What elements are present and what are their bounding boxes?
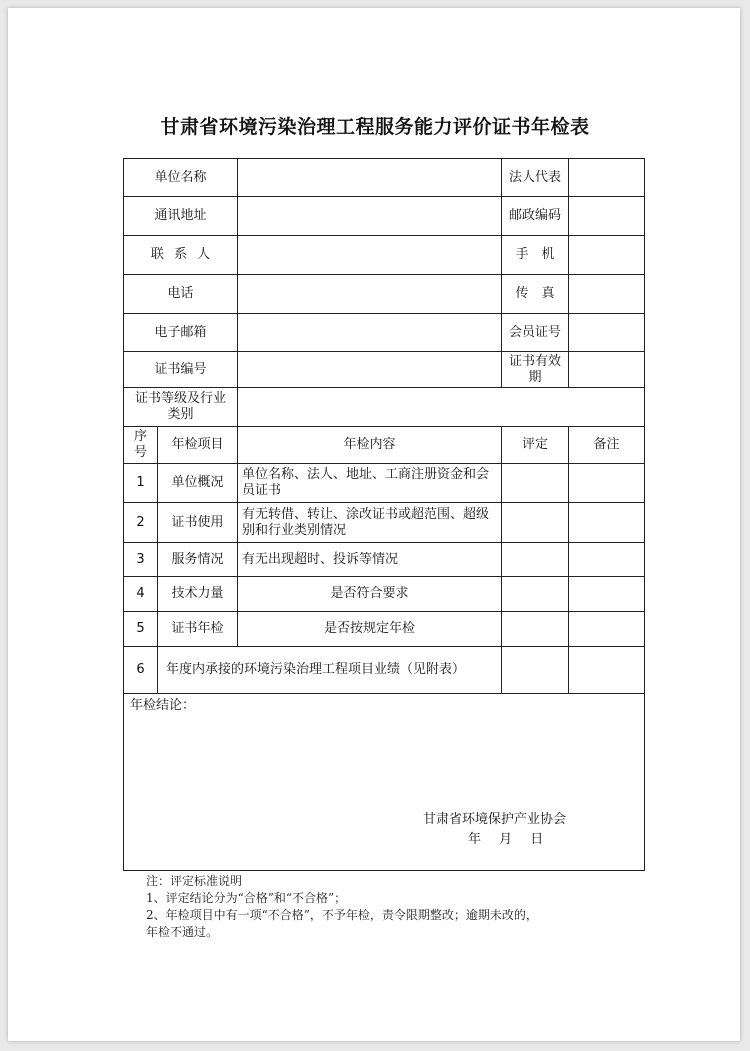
- field-label: 传 真: [502, 275, 569, 314]
- header-remark: 备注: [569, 427, 645, 464]
- item-content: 年度内承接的环境污染治理工程项目业绩（见附表）: [158, 647, 502, 694]
- field-value[interactable]: [238, 352, 502, 388]
- info-row: [124, 314, 645, 352]
- item-seq: 2: [124, 503, 158, 543]
- item-content: 是否符合要求: [238, 577, 502, 612]
- header-item: 年检项目: [158, 427, 238, 464]
- field-value[interactable]: [238, 275, 502, 314]
- header-content: 年检内容: [238, 427, 502, 464]
- field-value[interactable]: [238, 197, 502, 236]
- item-seq: 5: [124, 612, 158, 647]
- field-value[interactable]: [569, 314, 645, 352]
- item-name: 服务情况: [158, 543, 238, 577]
- item-rating[interactable]: [502, 647, 569, 694]
- header-rating: 评定: [502, 427, 569, 464]
- item-seq: 6: [124, 647, 158, 694]
- field-label: 证书有效期: [502, 352, 569, 388]
- cert-level-label: 证书等级及行业类别: [124, 388, 238, 427]
- item-content: 是否按规定年检: [238, 612, 502, 647]
- item-content: 有无转借、转让、涂改证书或超范围、超级别和行业类别情况: [238, 503, 502, 543]
- item-seq: 3: [124, 543, 158, 577]
- item-content: 单位名称、法人、地址、工商注册资金和会员证书: [238, 464, 502, 503]
- conclusion-label: 年检结论：: [130, 698, 196, 713]
- field-label: 电话: [124, 275, 238, 314]
- item-rating[interactable]: [502, 543, 569, 577]
- footnotes: [146, 873, 646, 941]
- field-label: 邮政编码: [502, 197, 569, 236]
- field-value[interactable]: [569, 275, 645, 314]
- item-remark[interactable]: [569, 543, 645, 577]
- info-row: [124, 275, 645, 314]
- item-rating[interactable]: [502, 503, 569, 543]
- table-row: [124, 464, 645, 503]
- field-value[interactable]: [238, 159, 502, 197]
- table-row: [124, 612, 645, 647]
- cert-level-row: [124, 388, 645, 427]
- item-rating[interactable]: [502, 612, 569, 647]
- note-line: 2、年检项目中有一项“不合格”，不予年检，责令限期整改；逾期未改的，: [146, 908, 538, 922]
- field-label: 手 机: [502, 236, 569, 275]
- note-line: 注：评定标准说明: [146, 874, 243, 888]
- field-value[interactable]: [569, 197, 645, 236]
- conclusion-cell[interactable]: [124, 694, 645, 871]
- note-line: 年检不通过。: [146, 925, 219, 939]
- table-row: [124, 543, 645, 577]
- item-remark[interactable]: [569, 464, 645, 503]
- field-label: 电子邮箱: [124, 314, 238, 352]
- field-value[interactable]: [569, 236, 645, 275]
- field-label: 会员证号: [502, 314, 569, 352]
- header-seq: 序号: [124, 427, 158, 464]
- field-label: 通讯地址: [124, 197, 238, 236]
- item-name: 证书年检: [158, 612, 238, 647]
- field-value[interactable]: [569, 159, 645, 197]
- item-name: 证书使用: [158, 503, 238, 543]
- info-row: [124, 159, 645, 197]
- table-row: [124, 577, 645, 612]
- info-row: [124, 197, 645, 236]
- field-value[interactable]: [238, 314, 502, 352]
- page-title: 甘肃省环境污染治理工程服务能力评价证书年检表: [160, 116, 590, 138]
- item-name: 技术力量: [158, 577, 238, 612]
- issuing-organization: 甘肃省环境保护产业协会: [423, 812, 567, 827]
- info-row: [124, 352, 645, 388]
- table-row: [124, 503, 645, 543]
- items-header-row: [124, 427, 645, 464]
- item-content: 有无出现超时、投诉等情况: [238, 543, 502, 577]
- note-line: 1、评定结论分为“合格”和“不合格”；: [146, 891, 347, 905]
- item-name: 单位概况: [158, 464, 238, 503]
- item-rating[interactable]: [502, 577, 569, 612]
- item-seq: 1: [124, 464, 158, 503]
- item-rating[interactable]: [502, 464, 569, 503]
- item-remark[interactable]: [569, 503, 645, 543]
- item-remark[interactable]: [569, 647, 645, 694]
- item-seq: 4: [124, 577, 158, 612]
- item-remark[interactable]: [569, 612, 645, 647]
- table-row: [124, 647, 645, 694]
- field-label: 单位名称: [124, 159, 238, 197]
- annual-inspection-form: [123, 158, 645, 871]
- item-remark[interactable]: [569, 577, 645, 612]
- field-value[interactable]: [569, 352, 645, 388]
- field-label: 联 系 人: [124, 236, 238, 275]
- date-line: 年 月 日: [468, 832, 544, 847]
- conclusion-row: [124, 694, 645, 871]
- cert-level-value[interactable]: [238, 388, 645, 427]
- field-value[interactable]: [238, 236, 502, 275]
- info-row: [124, 236, 645, 275]
- field-label: 法人代表: [502, 159, 569, 197]
- field-label: 证书编号: [124, 352, 238, 388]
